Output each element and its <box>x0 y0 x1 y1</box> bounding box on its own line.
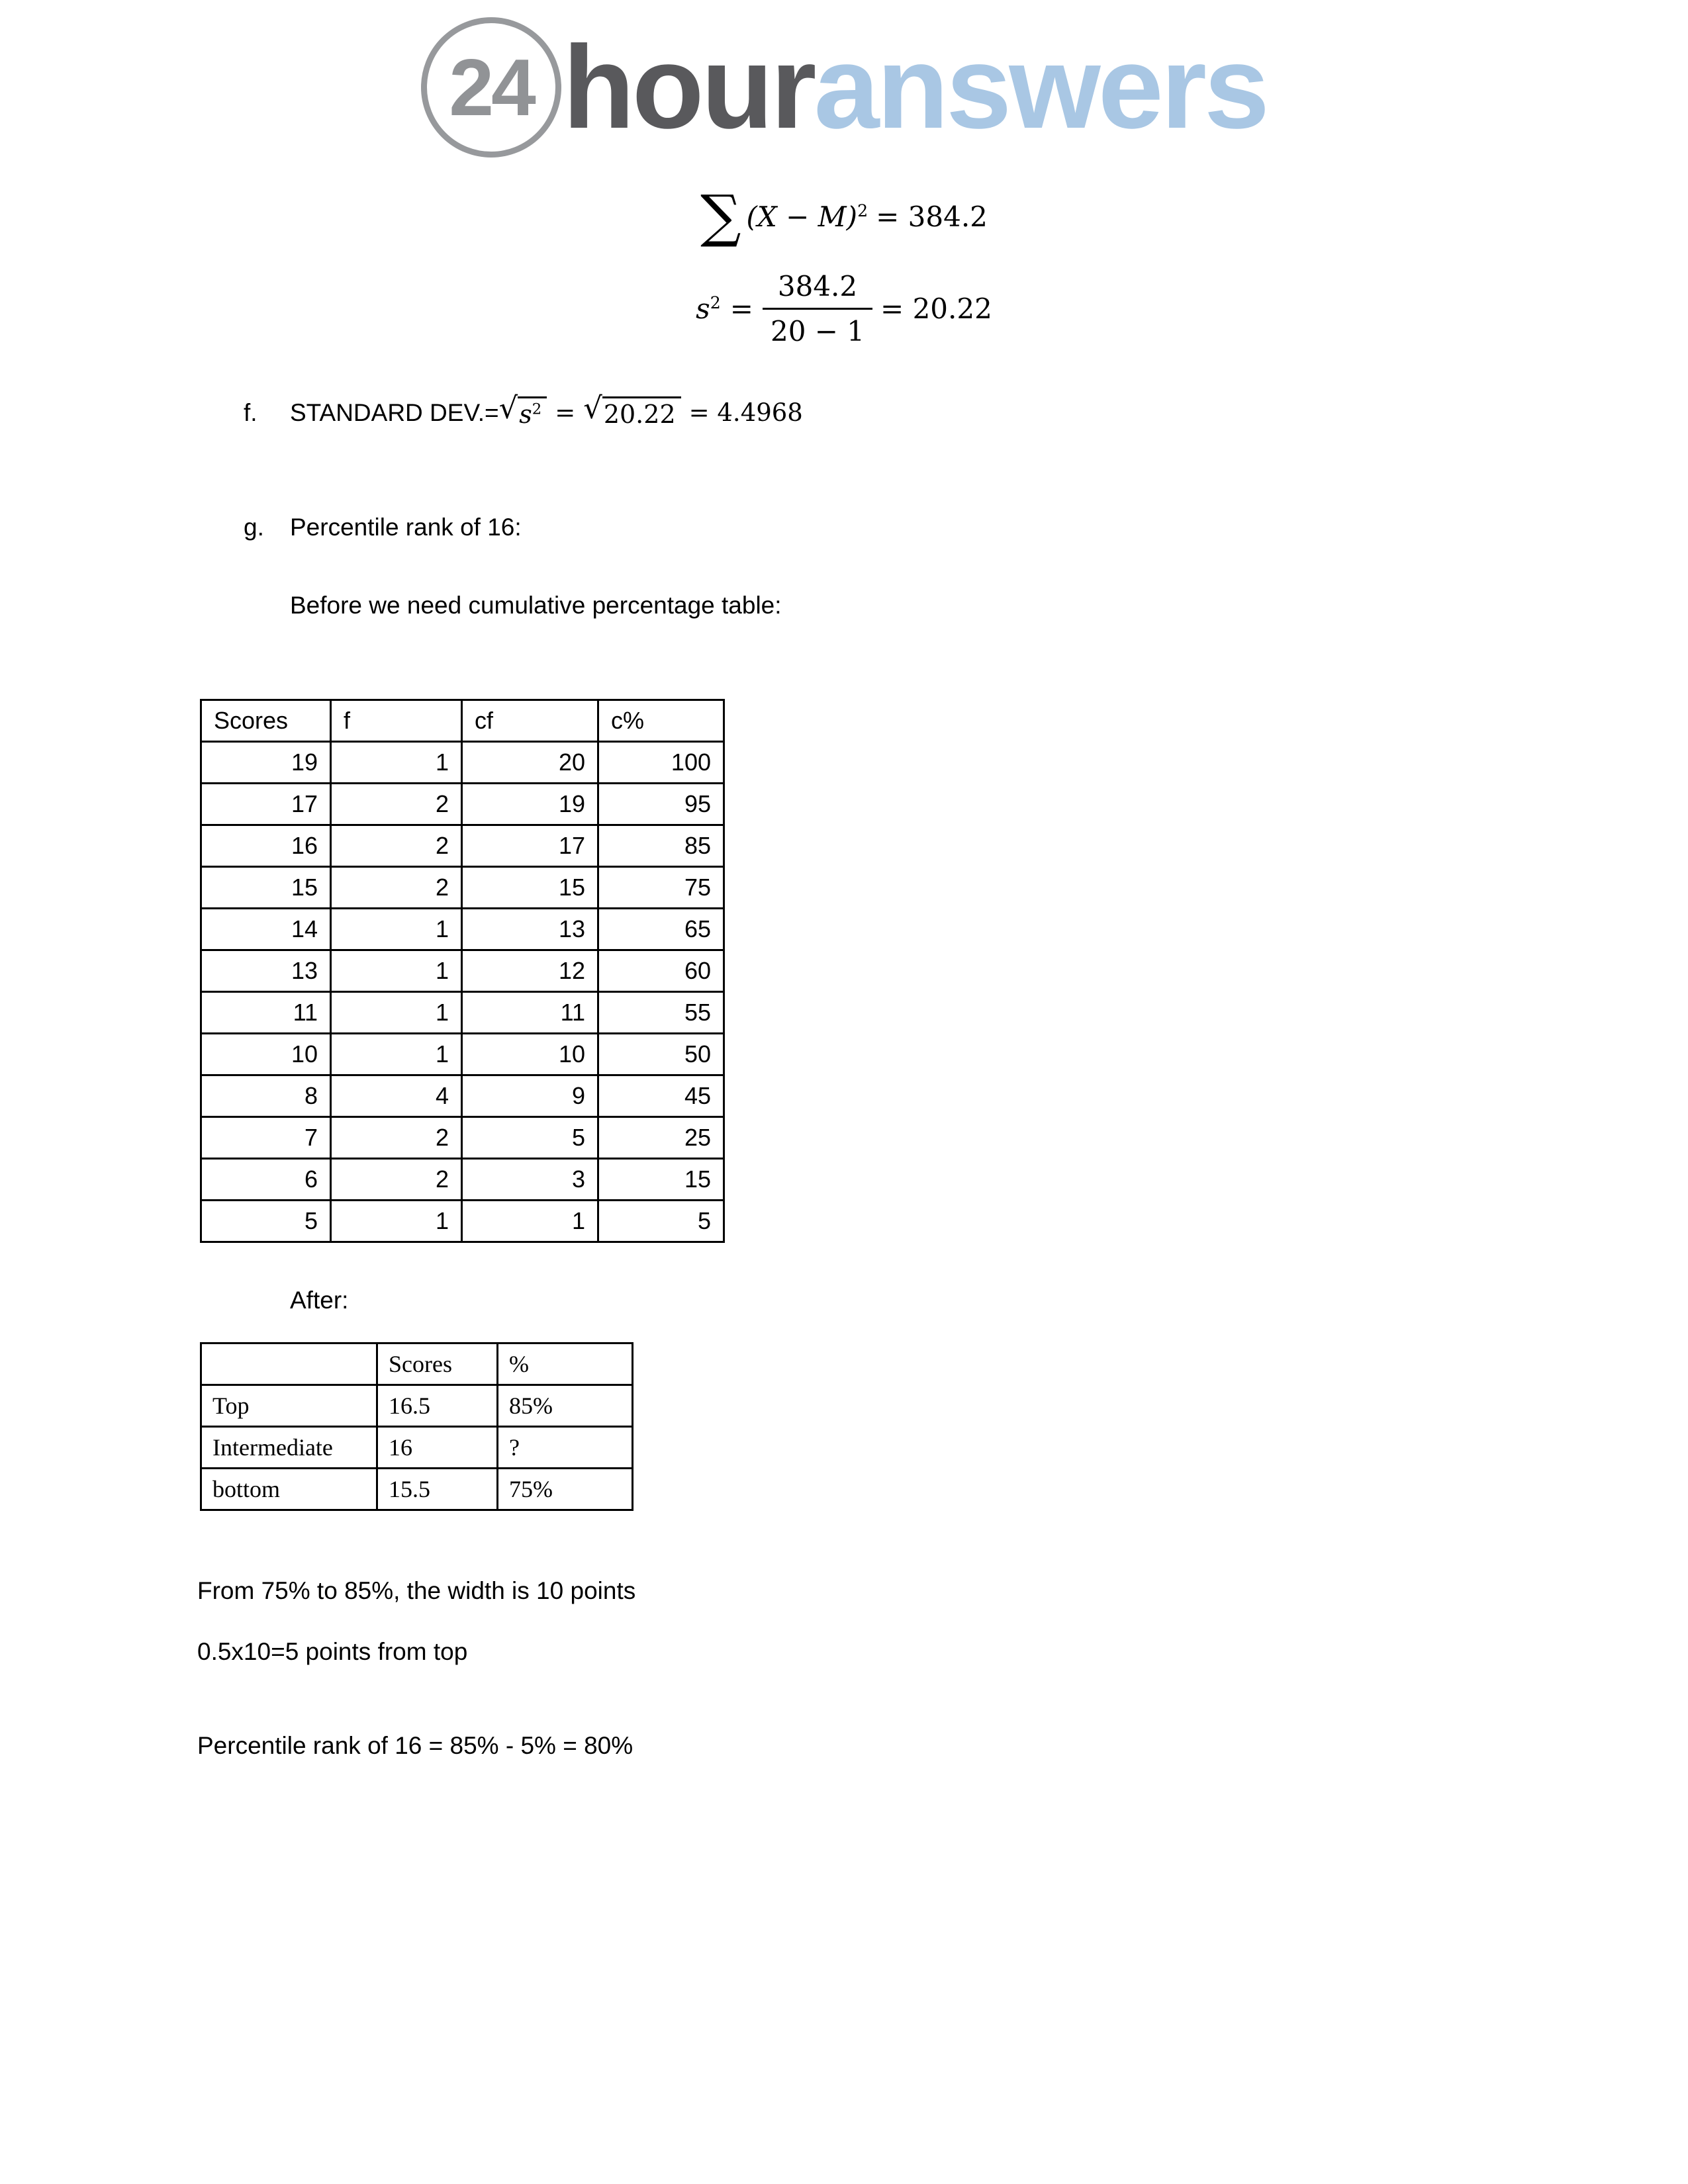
formula-sum-lhs: $(X - M)^2$ <box>746 200 868 233</box>
table-cell: 17 <box>201 784 331 825</box>
before-table-note: Before we need cumulative percentage table: <box>290 592 782 619</box>
table-row <box>201 992 724 1034</box>
paragraph-result: Percentile rank of 16 = 85% - 5% = 80% <box>197 1732 633 1759</box>
table-header-cell: f <box>331 700 462 742</box>
table-row <box>201 1117 724 1159</box>
table-cell: 5 <box>598 1201 724 1242</box>
formula-sum-exponent: 2 <box>857 201 868 220</box>
table-cell: 1 <box>331 909 462 950</box>
table-cell: 75 <box>598 867 724 909</box>
radical-sign: √ <box>498 390 518 426</box>
table-cell: 8 <box>201 1075 331 1117</box>
logo-24-text: 24 <box>449 42 534 132</box>
table-cell: 1 <box>331 1201 462 1242</box>
table-cell: 85 <box>598 825 724 867</box>
table-cell: 60 <box>598 950 724 992</box>
table-header-cell: Scores <box>377 1343 498 1385</box>
item-f-body <box>290 390 803 429</box>
standard-dev-result: = 4.4968 <box>688 398 803 427</box>
logo-text-hour: hour <box>563 21 814 154</box>
table-cell: 25 <box>598 1117 724 1159</box>
table-cell: 12 <box>462 950 598 992</box>
logo <box>0 0 1688 158</box>
radical-sign: √ <box>583 390 602 426</box>
table-row <box>201 784 724 825</box>
table-row <box>201 742 724 784</box>
cumulative-percentage-table <box>200 699 725 1243</box>
table-cell: 15 <box>598 1159 724 1201</box>
radicand-s-squared: $s^2$ <box>518 396 547 429</box>
table-row <box>201 1075 724 1117</box>
table-header-row <box>201 700 724 742</box>
item-f-standard-deviation <box>244 390 1688 429</box>
table-cell: 20 <box>462 742 598 784</box>
table-cell: 3 <box>462 1159 598 1201</box>
table-cell: 2 <box>331 1117 462 1159</box>
paragraph-points: 0.5x10=5 points from top <box>197 1638 468 1665</box>
logo-wordmark <box>563 23 1267 152</box>
table-cell: 10 <box>201 1034 331 1075</box>
table-cell: 15 <box>462 867 598 909</box>
table-row <box>201 909 724 950</box>
table-cell: 15 <box>201 867 331 909</box>
table-cell: 45 <box>598 1075 724 1117</box>
table-row <box>201 867 724 909</box>
item-g-percentile-rank <box>244 514 1688 541</box>
table-cell: Intermediate <box>201 1427 377 1469</box>
equals-sign: = <box>555 398 576 427</box>
table-row <box>201 1469 633 1510</box>
table-header-row <box>201 1343 633 1385</box>
logo-text-answers: answers <box>814 21 1267 154</box>
logo-24houranswers <box>421 17 1267 158</box>
fraction <box>763 270 872 347</box>
table-header-cell: cf <box>462 700 598 742</box>
table-cell: 85% <box>498 1385 633 1427</box>
table-header-cell <box>201 1343 377 1385</box>
table-cell: 55 <box>598 992 724 1034</box>
table-header-cell: % <box>498 1343 633 1385</box>
table-cell: 15.5 <box>377 1469 498 1510</box>
table-cell: 65 <box>598 909 724 950</box>
table-cell: 1 <box>331 1034 462 1075</box>
sigma-symbol: ∑ <box>700 183 741 250</box>
table-cell: 2 <box>331 784 462 825</box>
table-cell: 95 <box>598 784 724 825</box>
table-cell: 1 <box>331 992 462 1034</box>
table-cell: 75% <box>498 1469 633 1510</box>
table-cell: 13 <box>462 909 598 950</box>
table-cell: Top <box>201 1385 377 1427</box>
table-cell: 16 <box>201 825 331 867</box>
formula-variance-lhs: $s^2$ <box>696 293 721 325</box>
table-cell: bottom <box>201 1469 377 1510</box>
table-cell: 16.5 <box>377 1385 498 1427</box>
table-row <box>201 825 724 867</box>
percentile-lookup-table <box>200 1342 633 1511</box>
table-cell: 14 <box>201 909 331 950</box>
table-cell: 2 <box>331 825 462 867</box>
table-cell: 9 <box>462 1075 598 1117</box>
table-cell: 11 <box>201 992 331 1034</box>
table-cell: 1 <box>331 742 462 784</box>
fraction-numerator: 384.2 <box>763 270 872 310</box>
table-cell: 19 <box>201 742 331 784</box>
table-row <box>201 1034 724 1075</box>
table-cell: 5 <box>201 1201 331 1242</box>
after-label: After: <box>290 1287 349 1314</box>
table-cell: 13 <box>201 950 331 992</box>
formula-variance-result: = 20.22 <box>880 293 992 325</box>
table-cell: 2 <box>331 1159 462 1201</box>
table-cell: 50 <box>598 1034 724 1075</box>
standard-dev-label: STANDARD DEV.= <box>290 398 499 426</box>
table-cell: 6 <box>201 1159 331 1201</box>
fraction-denominator: 20 − 1 <box>770 315 865 347</box>
table-cell: 11 <box>462 992 598 1034</box>
table-header-cell: Scores <box>201 700 331 742</box>
paragraph-width: From 75% to 85%, the width is 10 points <box>197 1577 636 1604</box>
formula-variance-exponent: 2 <box>710 293 721 312</box>
table-row <box>201 950 724 992</box>
item-g-text: Percentile rank of 16: <box>290 514 522 541</box>
table-cell: 5 <box>462 1117 598 1159</box>
equals-sign: = <box>729 293 753 325</box>
table-cell: ? <box>498 1427 633 1469</box>
item-f-marker: f. <box>244 398 258 426</box>
table-cell: 2 <box>331 867 462 909</box>
table-cell: 16 <box>377 1427 498 1469</box>
formula-sum-of-squares <box>0 183 1688 250</box>
table-cell: 1 <box>331 950 462 992</box>
table-header-cell: c% <box>598 700 724 742</box>
table-cell: 10 <box>462 1034 598 1075</box>
table-cell: 17 <box>462 825 598 867</box>
table-row <box>201 1427 633 1469</box>
table-row <box>201 1385 633 1427</box>
table-cell: 19 <box>462 784 598 825</box>
table-cell: 100 <box>598 742 724 784</box>
table-cell: 7 <box>201 1117 331 1159</box>
table-cell: 4 <box>331 1075 462 1117</box>
table-row <box>201 1159 724 1201</box>
item-g-marker: g. <box>244 514 264 541</box>
formula-variance <box>0 270 1688 347</box>
sqrt-s-squared <box>498 390 547 429</box>
radicand-20-22: 20.22 <box>602 396 681 429</box>
sqrt-20-22 <box>583 390 680 429</box>
table-row <box>201 1201 724 1242</box>
table-cell: 1 <box>462 1201 598 1242</box>
logo-24-circle-icon <box>421 17 561 158</box>
formula-sum-result: = 384.2 <box>876 200 988 233</box>
